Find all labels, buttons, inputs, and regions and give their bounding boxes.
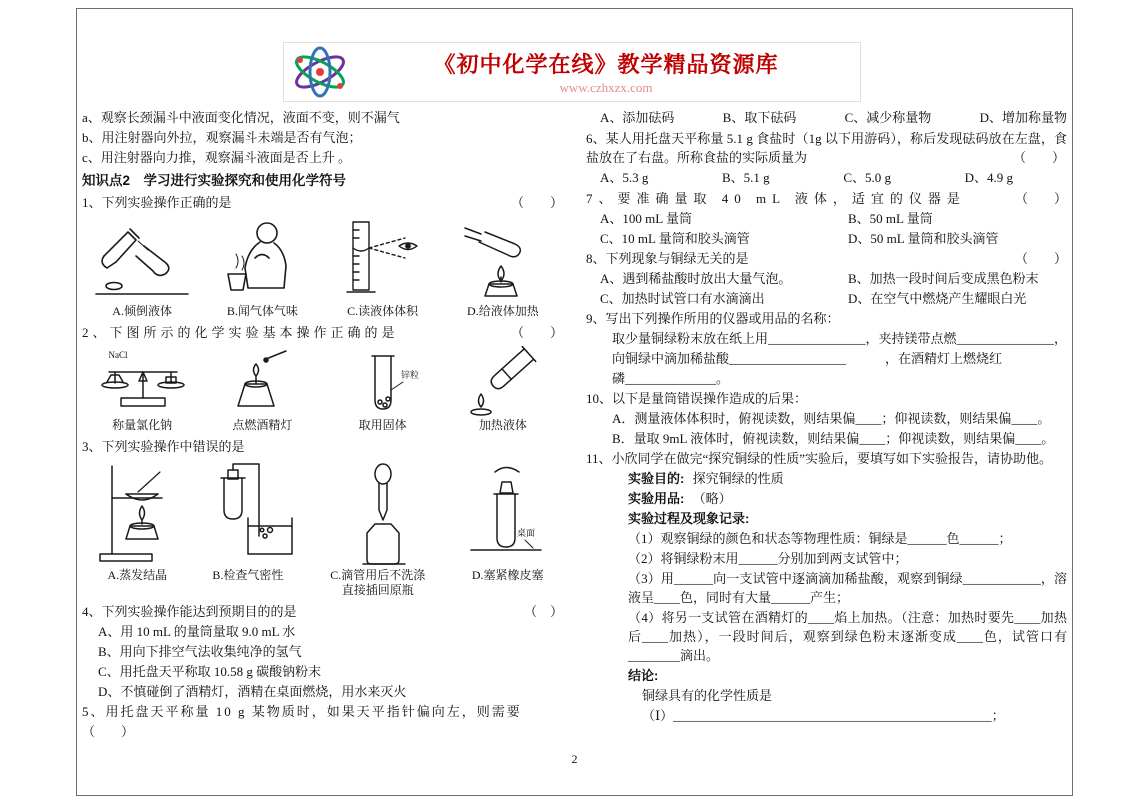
smell-gas-figure-icon: [212, 216, 312, 304]
question-5-stem: 5、用托盘天平称量 10 g 某物质时，如果天平指针偏向左，则需要: [82, 704, 522, 719]
question-1-stem-row: [82, 193, 563, 212]
q3-caption-c: [303, 568, 452, 598]
q6-answer-bracket: （ ）: [1009, 148, 1065, 167]
heat-liquid-figure-icon: [453, 216, 553, 304]
q1-caption-a: A.倾倒液体: [112, 304, 172, 318]
question-8-stem-row: [586, 249, 1067, 268]
experiment-report: [586, 469, 1067, 725]
report-purpose-label: 实验目的:: [628, 471, 685, 486]
q2-captions: [82, 418, 563, 433]
q3-figure-a: [82, 460, 202, 568]
heat-tilted-tube-figure-icon: [455, 346, 551, 418]
q1-figure-a: [82, 216, 202, 304]
q7-options-row-2: [586, 229, 1067, 248]
intro-line-c: c、用注射器向力推，观察漏斗液面是否上升 。: [82, 150, 352, 165]
report-step-3: （3）用______向一支试管中逐滴滴加稀盐酸，观察到铜绿____________，溶液呈____色，同时有大量______产生；: [628, 571, 1067, 605]
q6-option-a: A、5.3 g: [600, 170, 649, 185]
section-heading: 知识点2 学习进行实验探究和使用化学符号: [82, 173, 347, 188]
q8-answer-bracket: （ ）: [1014, 251, 1067, 266]
report-conclusion-intro: 铜绿具有的化学性质是: [642, 688, 773, 703]
q1-figure-d: [443, 216, 563, 304]
q1-answer-bracket: （ ）: [510, 195, 563, 210]
evaporation-figure-icon: [92, 460, 192, 568]
q2-figure-balance: [82, 346, 202, 418]
q5-option-b: B、取下砝码: [722, 110, 797, 125]
q3-caption-a: A.蒸发结晶: [107, 568, 168, 582]
header-text: [352, 48, 860, 96]
report-conclusion-label: 结论:: [628, 668, 659, 683]
report-step-1: （1）观察铜绿的颜色和状态等物理性质：铜绿是______色______；: [628, 531, 1012, 546]
q4-option-a: A、用 10 mL 的量筒量取 9.0 mL 水: [98, 624, 296, 639]
q8-options-row-2: [586, 289, 1067, 308]
q4-option-c: C、用托盘天平称取 10.58 g 碳酸钠粉末: [98, 664, 322, 679]
press-stopper-figure-icon: [453, 460, 553, 568]
site-header: [283, 42, 861, 102]
q5-option-c: C、减少称量物: [844, 110, 932, 125]
q5-options-row: [586, 108, 1067, 127]
q2-answer-bracket: （ ）: [510, 325, 563, 340]
q3-figure-b: [202, 460, 322, 568]
site-url-link[interactable]: www.czhxzx.com: [559, 80, 653, 95]
light-alcohol-lamp-figure-icon: [214, 346, 310, 418]
q9-fill-line-3: 磷______________。: [612, 371, 730, 386]
q4-option-b: B、用向下排空气法收集纯净的氢气: [98, 644, 302, 659]
q1-stem: 1、下列实验操作正确的是: [82, 195, 232, 210]
q7-option-c: C、10 mL 量筒和胶头滴管: [600, 231, 750, 246]
question-11-stem: 11、小欣同学在做完“探究铜绿的性质”实验后，要填写如下实验报告，请协助他。: [586, 451, 1053, 466]
q5-option-d: D、增加称量物: [979, 110, 1067, 125]
q2-caption-2: 点燃酒精灯: [232, 418, 293, 432]
q6-options-row: [586, 168, 1067, 187]
q7-answer-bracket: （ ）: [1014, 191, 1067, 206]
q1-caption-b: B.闻气体气味: [226, 304, 298, 318]
q6-option-d: D、4.9 g: [964, 170, 1013, 185]
q8-option-d: D、在空气中燃烧产生耀眼白光: [848, 291, 1027, 306]
right-column: [586, 108, 1067, 726]
report-purpose-row: [628, 469, 1067, 488]
q1-captions: [82, 304, 563, 319]
q7-option-d: D、50 mL 量筒和胶头滴管: [848, 231, 999, 246]
intro-line-b: b、用注射器向外拉，观察漏斗未端是否有气泡；: [82, 130, 362, 145]
q3-figure-d: [443, 460, 563, 568]
q4-option-d: D、不慎碰倒了酒精灯，酒精在桌面燃烧，用水来灭火: [98, 684, 407, 699]
q10-case-a: A．测量液体体积时，俯视读数，则结果偏____；仰视读数，则结果偏____。: [612, 411, 1051, 426]
q3-captions: [82, 568, 563, 598]
report-purpose-text: 探究铜绿的性质: [692, 471, 784, 486]
q2-caption-3: 取用固体: [358, 418, 407, 432]
q2-stem: 2、下图所示的化学实验基本操作正确的是: [82, 325, 399, 340]
q3-caption-c-line2: 直接插回原瓶: [341, 583, 414, 597]
q9-fill-line-1: 取少量铜绿粉末放在纸上用_______________，夹持镁带点燃_______________，: [612, 331, 1068, 346]
q9-fill-line-2: 向铜绿中滴加稀盐酸__________________ ，在酒精灯上燃烧红: [612, 351, 1003, 366]
q7-options-row-1: [586, 209, 1067, 228]
q2-figure-lamp: [202, 346, 322, 418]
report-step-2: （2）将铜绿粉末用______分别加到两支试管中；: [628, 551, 908, 566]
report-process-label: 实验过程及现象记录:: [628, 511, 750, 526]
pour-liquid-figure-icon: [92, 216, 192, 304]
report-supplies-text: （略）: [692, 491, 732, 506]
q5-answer-bracket: （ ）: [82, 724, 135, 739]
zinc-label: 锌粒: [400, 370, 419, 380]
q7-option-a: A、100 mL 量筒: [600, 211, 692, 226]
report-step-4: （4）将另一支试管在酒精灯的____焰上加热。（注意：加热时要先____加热后____加热），一段时间后，观察到绿色粉末逐渐变成____色，试管口有________滴出。: [628, 610, 1067, 663]
q7-option-b: B、50 mL 量筒: [848, 211, 933, 226]
q1-figure-c: [323, 216, 443, 304]
page-number: 2: [571, 752, 578, 766]
nacl-label: NaCl: [108, 350, 128, 360]
q2-figure-solid: [323, 346, 443, 418]
q1-figure-b: [202, 216, 322, 304]
q8-stem: 8、下列现象与铜绿无关的是: [586, 251, 749, 266]
q2-figure-row: [82, 346, 563, 418]
q2-caption-4: 加热液体: [478, 418, 527, 432]
q1-figure-row: [82, 216, 563, 304]
report-supplies-row: [628, 489, 1067, 508]
q4-stem: 4、下列实验操作能达到预期目的的是: [82, 604, 297, 619]
q8-option-c: C、加热时试管口有水滴滴出: [600, 291, 765, 306]
q5-option-a: A、添加砝码: [600, 110, 675, 125]
q3-caption-b: B.检查气密性: [212, 568, 284, 582]
dropper-bottle-figure-icon: [333, 460, 433, 568]
site-logo-atom-icon: [288, 44, 352, 100]
q3-figure-c: [323, 460, 443, 568]
q6-option-b: B、5.1 g: [722, 170, 770, 185]
report-supplies-label: 实验用品:: [628, 491, 685, 506]
q1-caption-d: D.给液体加热: [467, 304, 539, 318]
q7-stem: 7、要准确量取 40 mL 液体，适宜的仪器是: [586, 191, 966, 206]
read-volume-figure-icon: [333, 216, 433, 304]
q8-option-a: A、遇到稀盐酸时放出大量气泡。: [600, 271, 792, 286]
question-4-stem-row: [82, 602, 563, 621]
airtightness-check-figure-icon: [212, 460, 312, 568]
q3-figure-row: [82, 460, 563, 568]
q4-answer-bracket: （ ）: [523, 604, 563, 619]
q6-option-c: C、5.0 g: [843, 170, 891, 185]
q10-case-b: B．量取 9mL 液体时，俯视读数，则结果偏____；仰视读数，则结果偏____。: [612, 431, 1055, 446]
q8-option-b: B、加热一段时间后变成黑色粉末: [848, 271, 1039, 286]
balance-weighing-figure-icon: [88, 346, 196, 418]
intro-line-a: a、观察长颈漏斗中液面变化情况，液面不变，则不漏气: [82, 110, 400, 125]
question-9-stem: 9、写出下列操作所用的仪器或用品的名称：: [586, 311, 840, 326]
q3-caption-d: D.塞紧橡皮塞: [471, 568, 544, 582]
left-column: [82, 108, 563, 742]
report-conclusion-blank: （Ⅰ）_________________________________________________；: [642, 708, 1005, 723]
question-6-stem: [586, 129, 1067, 167]
q2-caption-1: 称量氯化钠: [112, 418, 173, 432]
question-3-stem: 3、下列实验操作中错误的是: [82, 439, 245, 454]
take-solid-figure-icon: [335, 346, 431, 418]
question-2-stem-row: [82, 323, 563, 342]
q2-figure-heat: [443, 346, 563, 418]
q3-caption-c-line1: C.滴管用后不洗涤: [330, 568, 426, 582]
q6-stem-text: 6、某人用托盘天平称量 5.1 g 食盐时（1g 以下用游码），称后发现砝码放在左盘，食盐放在了右盘。所称食盐的实际质量为: [586, 131, 1067, 165]
q1-caption-c: C.读液体体积: [347, 304, 419, 318]
question-7-stem-row: [586, 189, 1067, 208]
site-title: 《初中化学在线》教学精品资源库: [433, 52, 779, 77]
table-surface-label: 桌面: [516, 528, 535, 538]
q8-options-row-1: [586, 269, 1067, 288]
question-10-stem: 10、以下是量筒错误操作造成的后果：: [586, 391, 808, 406]
